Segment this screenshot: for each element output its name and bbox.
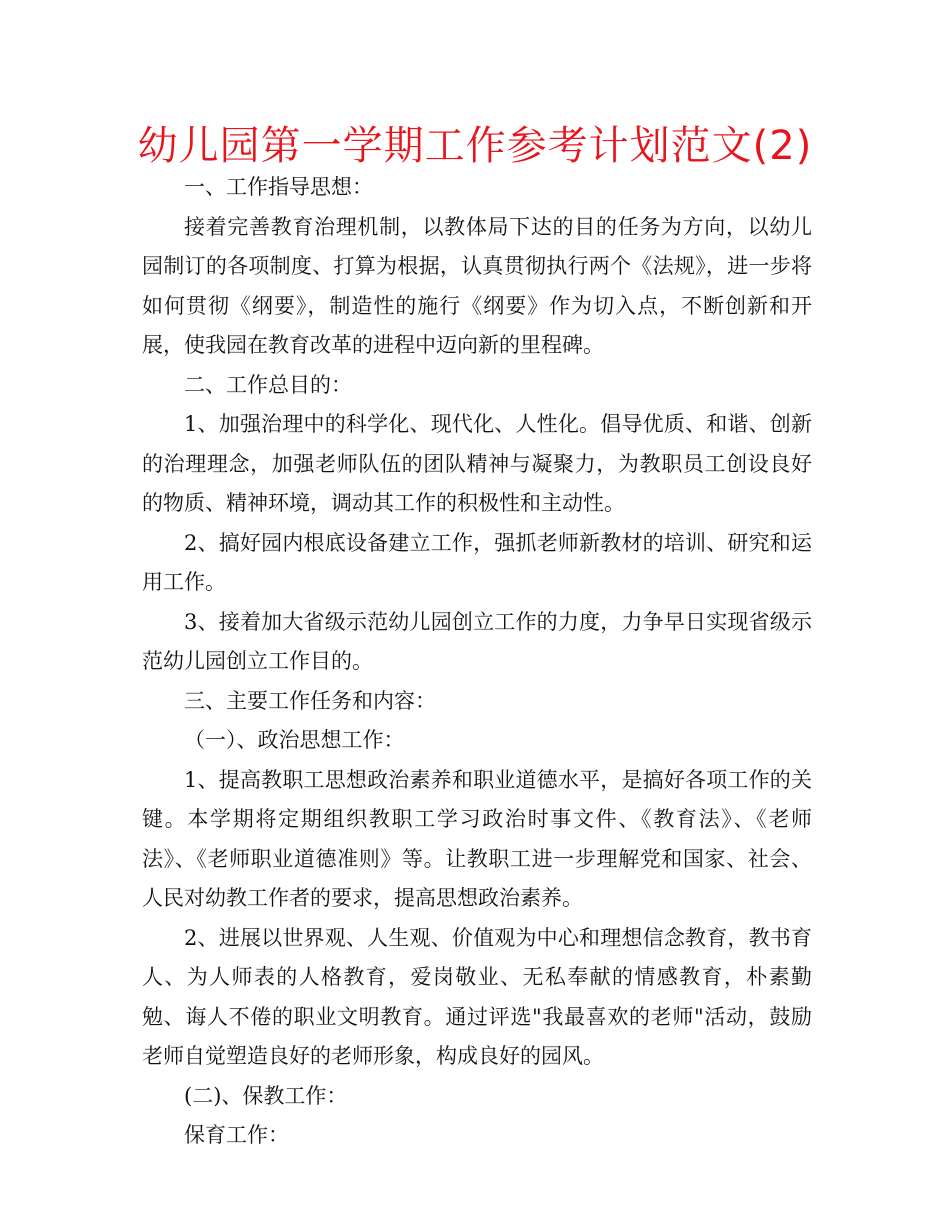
paragraph-goal-2: 2、搞好园内根底设备建立工作，强抓老师新教材的培训、研究和运用工作。 (142, 530, 812, 594)
subheading-care-education: (二)、保教工作： (184, 1083, 348, 1108)
paragraph-goal-1: 1、加强治理中的科学化、现代化、人性化。倡导优质、和谐、创新的治理理念，加强老师队伍的团队精神与凝聚力，为教职员工创设良好的物质、精神环境，调动其工作的积极性和主动性。 (142, 412, 812, 515)
paragraph-political-2: 2、进展以世界观、人生观、价值观为中心和理想信念教育，教书育人、为人师表的人格教育，爱岗敬业、无私奉献的情感教育，朴素勤勉、诲人不倦的职业文明教育。通过评选"我最喜欢的老师"活动，鼓励老师自觉塑造良好的老师形象，构成良好的园风。 (142, 925, 812, 1068)
paragraph-guiding-thought: 接着完善教育治理机制，以教体局下达的目的任务为方向，以幼儿园制订的各项制度、打算为根据，认真贯彻执行两个《法规》，进一步将如何贯彻《纲要》，制造性的施行《纲要》作为切入点，不断创新和开展，使我园在教育改革的进程中迈向新的里程碑。 (142, 214, 812, 357)
heading-overall-goal: 二、工作总目的： (184, 372, 352, 397)
subheading-political-work: （一）、政治思想工作： (184, 728, 405, 752)
paragraph-political-1: 1、提高教职工思想政治素养和职业道德水平，是搞好各项工作的关键。本学期将定期组织教职工学习政治时事文件、《教育法》、《老师法》、《老师职业道德准则》等。让教职工进一步理解党和国家、社会、人民对幼教工作者的要求，提高思想政治素养。 (142, 767, 812, 910)
document-body (142, 168, 812, 1156)
subheading-care-work: 保育工作： (184, 1123, 289, 1147)
document-title: 幼儿园第一学期工作参考计划范文(2) (137, 123, 813, 169)
heading-guiding-thought: 一、工作指导思想： (184, 175, 373, 199)
paragraph-goal-3: 3、接着加大省级示范幼儿园创立工作的力度，力争早日实现省级示范幼儿园创立工作目的。 (142, 609, 812, 673)
heading-main-tasks: 三、主要工作任务和内容： (184, 688, 436, 713)
